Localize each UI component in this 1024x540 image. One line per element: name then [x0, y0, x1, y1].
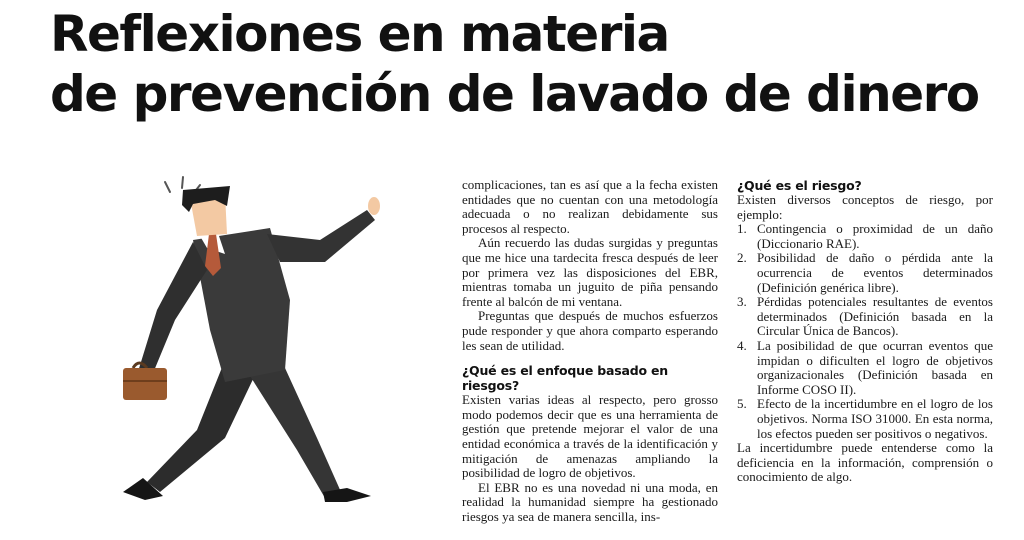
list-item	[737, 222, 993, 251]
section-heading: ¿Qué es el riesgo?	[737, 178, 862, 193]
list-number: 2.	[737, 250, 747, 266]
title-line-2: de prevención de lavado de dinero	[50, 65, 979, 123]
paragraph: Existen diversos conceptos de riesgo, por ejemplo:	[737, 192, 993, 222]
paragraph: Existen varias ideas al respecto, pero grosso modo podemos decir que es una herramienta de gestión que pretende mejorar el valor de una entidad económica a través de la identificación y mitigación de amenazas ampliando la posibilidad de logro de objetivos.	[462, 392, 718, 481]
list-number: 5.	[737, 396, 747, 412]
paragraph: Aún recuerdo las dudas surgidas y preguntas que me hice una tardecita fresca después de leer por primera vez las disposiciones del EBR, mientras tomaba un juguito de piña pensando frente al balcón de mi ventana.	[462, 235, 718, 309]
list-number: 3.	[737, 294, 747, 310]
businessman-with-briefcase-icon	[85, 170, 445, 535]
list-text: Contingencia o proximidad de un daño (Diccionario RAE).	[757, 221, 993, 251]
list-item	[737, 339, 993, 397]
paragraph: complicaciones, tan es así que a la fecha existen entidades que no cuentan con una metodología adecuada o no realizan debidamente sus procesos al respecto.	[462, 177, 718, 236]
list-number: 1.	[737, 221, 747, 237]
list-item	[737, 295, 993, 339]
risk-definitions-list	[737, 222, 993, 441]
article-title	[50, 4, 979, 124]
paragraph: Preguntas que después de muchos esfuerzos pude responder y que ahora comparto esperando les sean de utilidad.	[462, 308, 718, 353]
list-text: Posibilidad de daño o pérdida ante la ocurrencia de eventos determinados (Definición genérica libre).	[757, 250, 993, 295]
section-heading: ¿Qué es el enfoque basado en riesgos?	[462, 363, 668, 394]
paragraph: La incertidumbre puede entenderse como la deficiencia en la información, comprensión o conocimiento de algo.	[737, 440, 993, 485]
text-column-2	[737, 178, 993, 485]
list-item	[737, 397, 993, 441]
businessman-illustration	[85, 170, 445, 535]
text-column-1	[462, 178, 718, 524]
title-line-1: Reflexiones en materia	[50, 5, 669, 63]
list-text: Pérdidas potenciales resultantes de eventos determinados (Definición basada en la Circular Única de Bancos).	[757, 294, 993, 339]
list-item	[737, 251, 993, 295]
list-text: Efecto de la incertidumbre en el logro de los objetivos. Norma ISO 31000. En esta norma, los efectos pueden ser positivos o negativos.	[757, 396, 993, 441]
paragraph: El EBR no es una novedad ni una moda, en realidad la humanidad siempre ha gestionado riesgos ya sea de manera sencilla, ins-	[462, 479, 718, 524]
list-number: 4.	[737, 337, 747, 353]
list-text: La posibilidad de que ocurran eventos que impidan o dificulten el logro de objetivos organizacionales (Definición basada en Informe COSO II).	[757, 337, 993, 397]
